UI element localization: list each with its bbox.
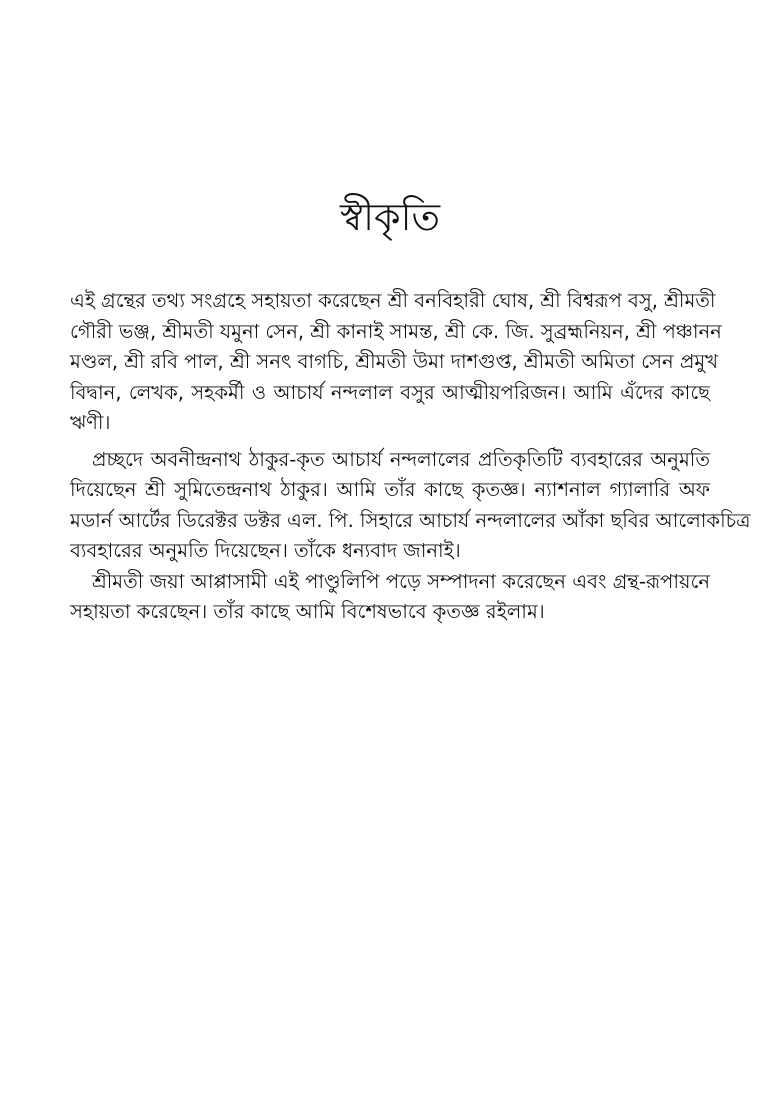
text-line: দিয়েছেন শ্রী সুমিতেন্দ্রনাথ ঠাকুর। আমি তাঁর কাছে কৃতজ্ঞ। ন্যাশনাল গ্যালারি অফ bbox=[70, 478, 710, 501]
text-line: এই গ্রন্থের তথ্য সংগ্রহে সহায়তা করেছেন শ্রী বনবিহারী ঘোষ, শ্রী বিশ্বরূপ বসু, শ্রীমতী bbox=[70, 289, 716, 312]
text-line: বিদ্বান, লেখক, সহকর্মী ও আচার্য নন্দলাল বসুর আত্মীয়পরিজন। আমি এঁদের কাছে bbox=[70, 380, 710, 404]
text-line: ব্যবহারের অনুমতি দিয়েছেন। তাঁকে ধন্যবাদ জানাই। bbox=[70, 539, 461, 562]
acknowledgement-body bbox=[70, 286, 751, 628]
text-line: সহায়তা করেছেন। তাঁর কাছে আমি বিশেষভাবে কৃতজ্ঞ রইলাম। bbox=[70, 600, 545, 623]
paragraph-1 bbox=[70, 286, 722, 439]
text-line: প্রচ্ছদে অবনীন্দ্রনাথ ঠাকুর-কৃত আচার্য নন্দলালের প্রতিকৃতিটি ব্যবহারের অনুমতি bbox=[92, 447, 710, 471]
text-line: শ্রীমতী জয়া আপ্পাসামী এই পাণ্ডুলিপি পড়ে সম্পাদনা করেছেন এবং গ্রন্থ-রূপায়নে bbox=[92, 569, 710, 593]
paragraph-3 bbox=[70, 567, 710, 628]
text-line: ঋণী। bbox=[70, 411, 111, 434]
text-line: মণ্ডল, শ্রী রবি পাল, শ্রী সনৎ বাগচি, শ্রীমতী উমা দাশগুপ্ত, শ্রীমতী অমিতা সেন প্রমুখ bbox=[70, 350, 719, 373]
text-line: গৌরী ভঞ্জ, শ্রীমতী যমুনা সেন, শ্রী কানাই সামন্ত, শ্রী কে. জি. সুব্রহ্মনিয়ন, শ্রী পঞ্চানন bbox=[70, 319, 722, 343]
text-line: মডার্ন আর্টের ডিরেক্টর ডক্টর এল. পি. সিহারে আচার্য নন্দলালের আঁকা ছবির আলোকচিত্র bbox=[70, 508, 751, 532]
page-title: স্বীকৃতি bbox=[340, 195, 440, 239]
paragraph-2 bbox=[70, 445, 751, 567]
